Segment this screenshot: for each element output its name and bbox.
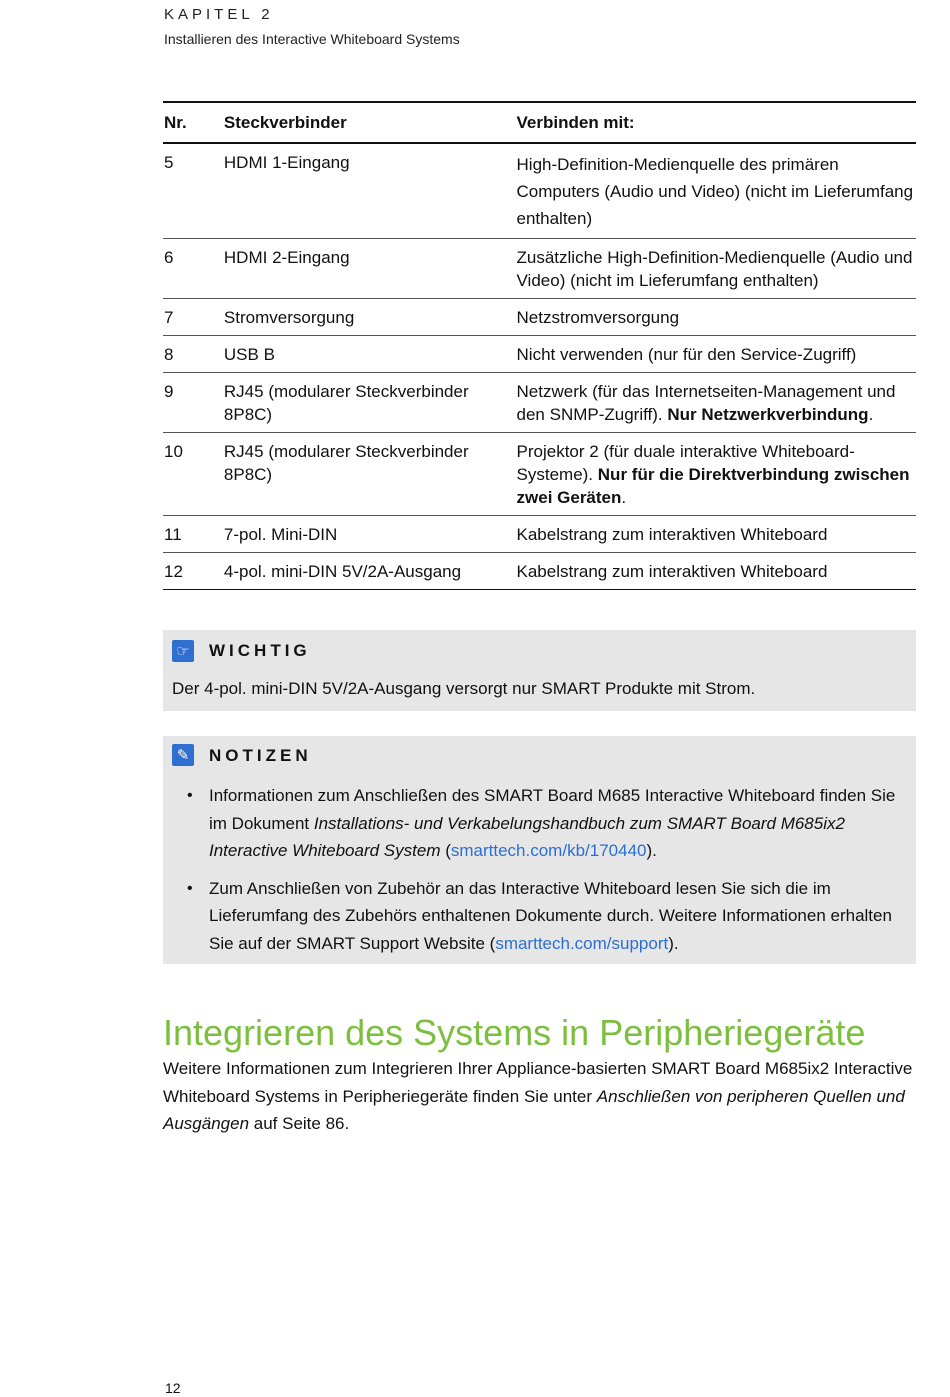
section-reference[interactable]: Anschließen von peripheren Quellen und Ausgängen bbox=[163, 1086, 905, 1133]
notes-box bbox=[163, 736, 916, 964]
pencil-icon: ✎ bbox=[172, 744, 194, 766]
table-row bbox=[163, 553, 916, 590]
section-text: Weitere Informationen zum Integrieren Ihrer Appliance-basierten SMART Board M685ix2 Interactive Whiteboard Systems in Peripheriegeräte finden Sie unter bbox=[163, 1059, 913, 1106]
note-text: Zum Anschließen von Zubehör an das Interactive Whiteboard lesen Sie sich die im Lieferumfang des Zubehörs enthaltenen Dokumente durch. Weitere Informationen erhalten Sie auf der SMART Support Website ( bbox=[209, 878, 892, 953]
note-paren: ( bbox=[440, 841, 451, 860]
table-row bbox=[163, 516, 916, 553]
cell-connect-to bbox=[517, 373, 916, 433]
important-heading: WICHTIG bbox=[209, 641, 311, 660]
cell-connect-to: Kabelstrang zum interaktiven Whiteboard bbox=[517, 553, 916, 590]
cell-nr: 5 bbox=[163, 143, 224, 239]
cell-connect-to: High-Definition-Medienquelle des primären Computers (Audio und Video) (nicht im Lieferumfang enthalten) bbox=[517, 143, 916, 239]
cell-nr: 7 bbox=[163, 299, 224, 336]
kb-link[interactable]: smarttech.com/kb/170440 bbox=[450, 841, 647, 860]
notes-heading: NOTIZEN bbox=[209, 746, 312, 765]
table-row bbox=[163, 433, 916, 516]
important-box bbox=[163, 630, 916, 711]
chapter-subtitle: Installieren des Interactive Whiteboard Systems bbox=[164, 31, 460, 47]
table-row bbox=[163, 239, 916, 299]
section-body bbox=[163, 1055, 923, 1138]
cell-connector: HDMI 1-Eingang bbox=[224, 143, 517, 239]
table-row bbox=[163, 299, 916, 336]
page-number: 12 bbox=[165, 1380, 181, 1396]
connector-table bbox=[163, 101, 916, 590]
cell-connect-to: Zusätzliche High-Definition-Medienquelle (Audio und Video) (nicht im Lieferumfang enthalten) bbox=[517, 239, 916, 299]
important-text: Der 4-pol. mini-DIN 5V/2A-Ausgang versorgt nur SMART Produkte mit Strom. bbox=[172, 679, 756, 698]
cell-bold-text: Nur Netzwerkverbindung bbox=[667, 405, 869, 424]
cell-connect-to: Netzstromversorgung bbox=[517, 299, 916, 336]
cell-connector: 7-pol. Mini-DIN bbox=[224, 516, 517, 553]
table-row bbox=[163, 373, 916, 433]
table-row bbox=[163, 336, 916, 373]
column-header-connect-to: Verbinden mit: bbox=[517, 102, 916, 143]
cell-nr: 9 bbox=[163, 373, 224, 433]
table-header-row bbox=[163, 102, 916, 143]
note-paren-close: ). bbox=[668, 933, 679, 953]
cell-connect-to bbox=[517, 433, 916, 516]
cell-nr: 10 bbox=[163, 433, 224, 516]
cell-connect-to: Nicht verwenden (nur für den Service-Zugriff) bbox=[517, 336, 916, 373]
pointing-hand-icon: ☞ bbox=[172, 640, 194, 662]
cell-connector: RJ45 (modularer Steckverbinder 8P8C) bbox=[224, 373, 517, 433]
notes-list bbox=[163, 782, 903, 967]
cell-connect-to: Kabelstrang zum interaktiven Whiteboard bbox=[517, 516, 916, 553]
document-title: Installations- und Verkabelungshandbuch zum SMART Board M685ix2 Interactive Whiteboard System bbox=[209, 813, 845, 860]
cell-text: Netzwerk (für das Internetseiten-Management und den SNMP-Zugriff). bbox=[516, 382, 896, 424]
cell-connector: 4-pol. mini-DIN 5V/2A-Ausgang bbox=[224, 553, 517, 590]
cell-text-end: . bbox=[621, 488, 627, 507]
column-header-nr: Nr. bbox=[163, 102, 224, 143]
cell-connector: USB B bbox=[224, 336, 517, 373]
section-title: Integrieren des Systems in Peripheriegeräte bbox=[163, 1012, 866, 1053]
section-text-end: auf Seite 86. bbox=[249, 1114, 350, 1133]
cell-nr: 12 bbox=[163, 553, 224, 590]
list-item bbox=[163, 875, 903, 958]
cell-nr: 11 bbox=[163, 516, 224, 553]
cell-connector: HDMI 2-Eingang bbox=[224, 239, 517, 299]
cell-bold-text: Nur für die Direktverbindung zwischen zwei Geräten bbox=[516, 465, 910, 507]
note-paren-close: ). bbox=[646, 841, 657, 860]
cell-text-end: . bbox=[868, 405, 874, 424]
support-link[interactable]: smarttech.com/support bbox=[495, 933, 669, 953]
cell-nr: 6 bbox=[163, 239, 224, 299]
cell-text: Projektor 2 (für duale interaktive Whiteboard-Systeme). bbox=[516, 442, 855, 484]
cell-connector: Stromversorgung bbox=[224, 299, 517, 336]
table-row bbox=[163, 143, 916, 239]
cell-connector: RJ45 (modularer Steckverbinder 8P8C) bbox=[224, 433, 517, 516]
column-header-connector: Steckverbinder bbox=[224, 102, 517, 143]
list-item bbox=[163, 782, 903, 865]
cell-nr: 8 bbox=[163, 336, 224, 373]
note-text: Informationen zum Anschließen des SMART Board M685 Interactive Whiteboard finden Sie im Dokument bbox=[209, 786, 896, 833]
chapter-label: KAPITEL 2 bbox=[164, 6, 274, 23]
